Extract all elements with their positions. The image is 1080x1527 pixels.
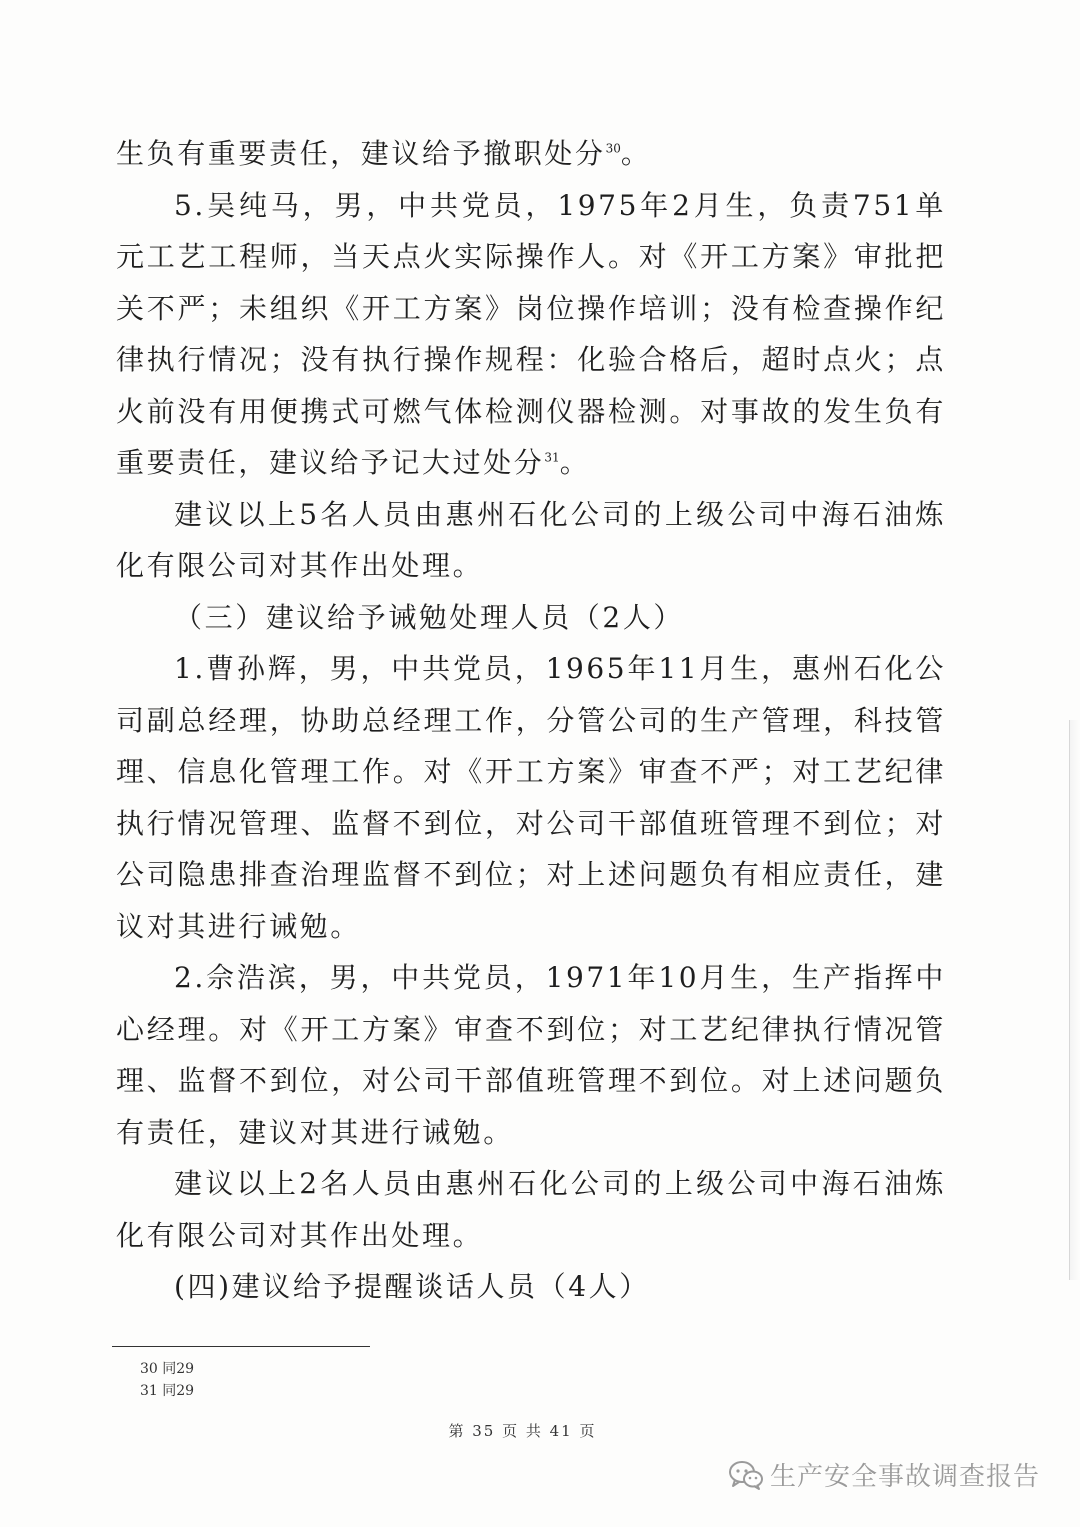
footnotes	[140, 1358, 194, 1402]
wechat-icon	[728, 1459, 764, 1491]
footnote-31: 31 同29	[140, 1383, 195, 1399]
footnote-30: 30 同29	[140, 1361, 195, 1377]
paragraph-5: 2.佘浩滨，男，中共党员，1971年10月生，生产指挥中心经理。对《开工方案》审查不到位；对工艺纪律执行情况管理、监督不到位，对公司干部值班管理不到位。对上述问题负有责任，建议对其进行诫勉。	[116, 961, 946, 1149]
scan-shadow	[1069, 720, 1080, 1280]
section-heading-3: （三）建议给予诫勉处理人员（2人）	[174, 600, 685, 634]
paragraph-2: 5.吴纯马，男，中共党员，1975年2月生，负责751单元工艺工程师，当天点火实际操作人。对《开工方案》审批把关不严；未组织《开工方案》岗位操作培训；没有检查操作纪律执行情况；没有执行操作规程：化验合格后，超时点火；点火前没有用便携式可燃气体检测仪器检测。对事故的发生负有重要责任，建议给予记大过处分$^{31}$。	[116, 188, 946, 479]
paragraph-3: 建议以上5名人员由惠州石化公司的上级公司中海石油炼化有限公司对其作出处理。	[116, 497, 946, 582]
footnote-ref-30[interactable]: 30	[605, 141, 621, 156]
footnote-ref-31[interactable]: 31	[544, 450, 560, 465]
watermark-text: 生产安全事故调查报告	[770, 1462, 1041, 1492]
paragraph-6: 建议以上2名人员由惠州石化公司的上级公司中海石油炼化有限公司对其作出处理。	[116, 1167, 946, 1252]
footnote-divider	[112, 1346, 370, 1347]
document-body	[116, 128, 946, 1313]
paragraph-4: 1.曹孙辉，男，中共党员，1965年11月生，惠州石化公司副总经理，协助总经理工作，分管公司的生产管理，科技管理、信息化管理工作。对《开工方案》审查不严；对工艺纪律执行情况管理、监督不到位，对公司干部值班管理不到位；对公司隐患排查治理监督不到位；对上述问题负有相应责任，建议对其进行诫勉。	[116, 652, 946, 943]
watermark	[728, 1456, 1040, 1493]
section-heading-4: (四)建议给予提醒谈话人员（4人）	[174, 1270, 650, 1303]
paragraph-1: 生负有重要责任，建议给予撤职处分$^{30}$。	[116, 137, 652, 170]
page-number: 第 35 页 共 41 页	[448, 1422, 597, 1440]
